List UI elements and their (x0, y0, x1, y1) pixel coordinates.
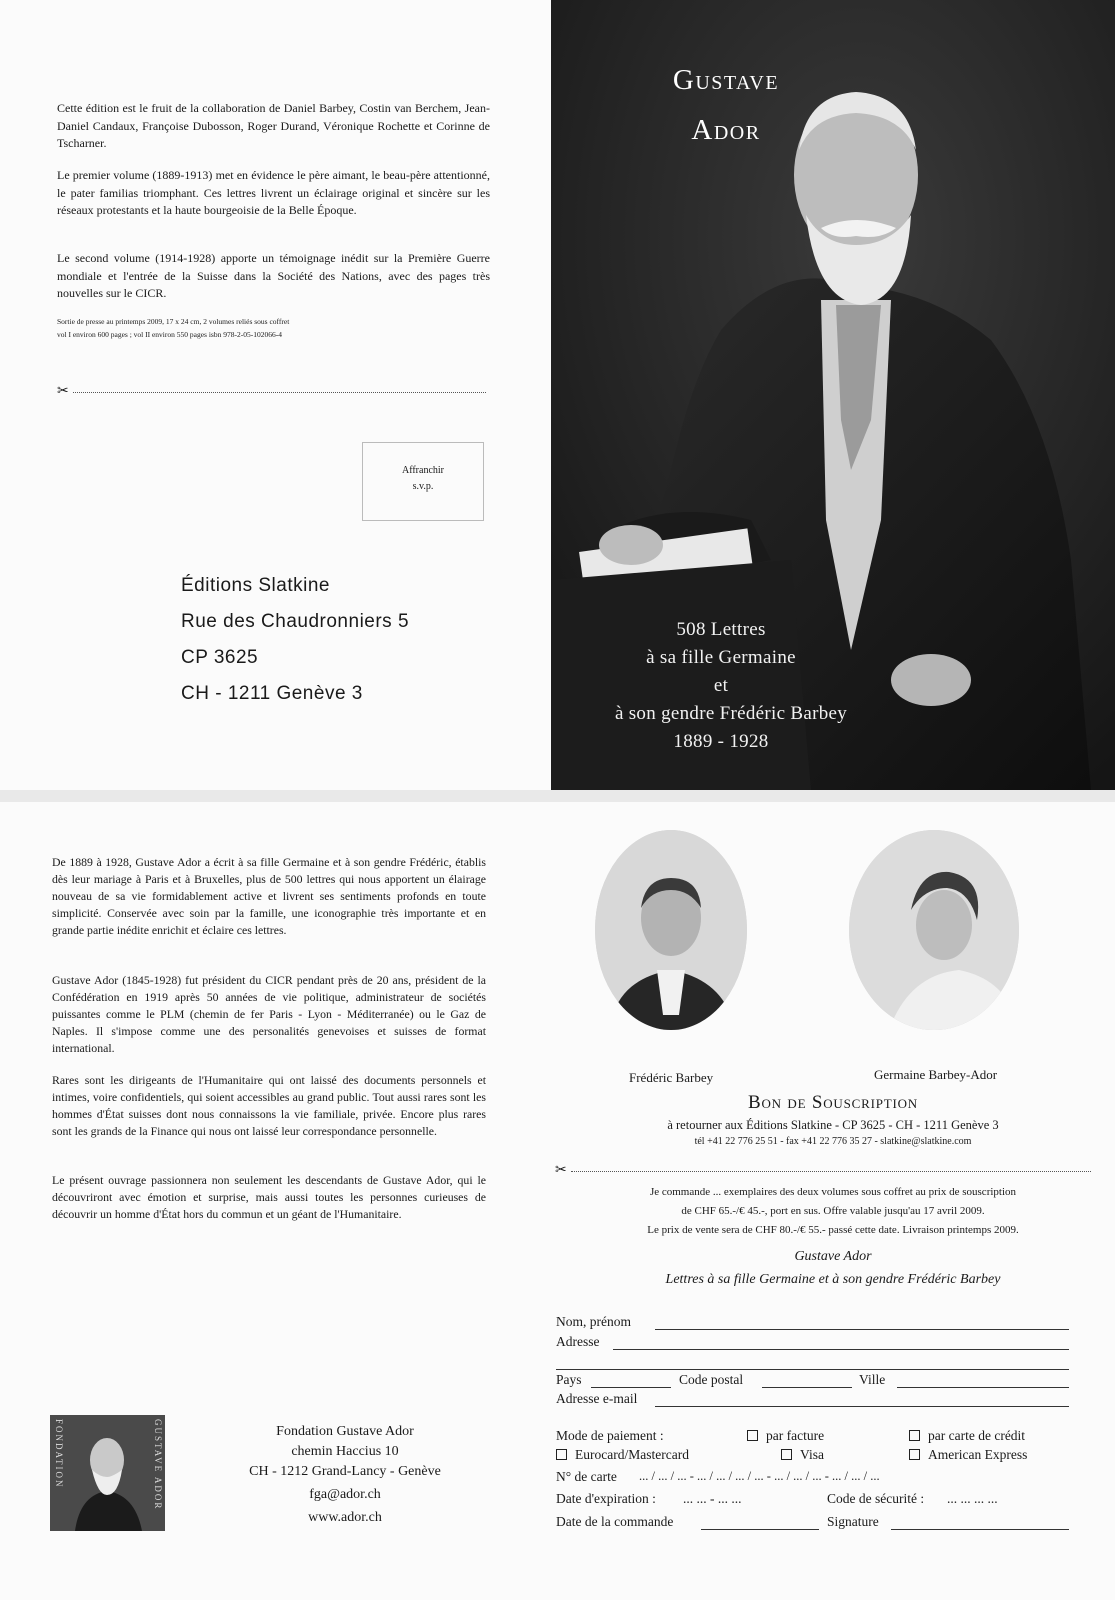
foundation-logo (50, 1415, 165, 1531)
back-cover-paragraph-2: Le premier volume (1889-1913) met en évidence le père aimant, le beau-père attentionné, le pater familias triomphant. Ces lettres livrent un éclairage original et sincère sur les réseaux protestants et la haute bourgeoisie de la Belle Époque. (57, 168, 490, 217)
back-cover-paragraph-3: Le second volume (1914-1928) apporte un témoignage inédit sur la Première Guerre mondiale et l'entrée de la Suisse dans la Société des Nations, avec des pages très nouvelles sur le CICR. (57, 251, 490, 300)
checkbox-icon[interactable] (909, 1430, 920, 1441)
field-pays[interactable] (591, 1387, 671, 1388)
foundation-website[interactable]: www.ador.ch (308, 1510, 382, 1525)
field-adresse[interactable] (613, 1349, 1069, 1350)
label-mode-paiement: Mode de paiement : (556, 1428, 664, 1443)
field-nom-prenom[interactable] (655, 1329, 1069, 1330)
publication-details-1: Sortie de presse au printemps 2009, 17 x 24 cm, 2 volumes reliés sous coffret (57, 317, 290, 326)
label-securite: Code de sécurité : (827, 1491, 925, 1506)
option-visa[interactable] (781, 1447, 824, 1463)
order-form-panel (551, 802, 1115, 1600)
caption-frederic: Frédéric Barbey (629, 1070, 714, 1085)
address-line-4: CH - 1211 Genève 3 (181, 683, 363, 704)
order-contact: tél +41 22 776 25 51 - fax +41 22 776 35 27 - slatkine@slatkine.com (694, 1136, 972, 1147)
checkbox-icon[interactable] (781, 1449, 792, 1460)
cover-subtitle-5: 1889 - 1928 (673, 731, 769, 752)
address-line-2: Rue des Chaudronniers 5 (181, 611, 410, 632)
order-text-2: de CHF 65.-/€ 45.-, port en sus. Offre valable jusqu'au 17 avril 2009. (681, 1205, 985, 1217)
label-code-postal: Code postal (679, 1372, 744, 1387)
order-return-address: à retourner aux Éditions Slatkine - CP 3625 - CH - 1211 Genève 3 (667, 1118, 999, 1132)
logo-text-left: FONDATION (54, 1419, 64, 1489)
frederic-barbey-portrait (595, 830, 747, 1030)
field-code-postal[interactable] (762, 1387, 852, 1388)
inner-left-panel (0, 802, 551, 1600)
cover-subtitle-2: à sa fille Germaine (646, 647, 796, 668)
checkbox-icon[interactable] (909, 1449, 920, 1460)
option-par-facture-label: par facture (766, 1428, 825, 1443)
option-visa-label: Visa (800, 1447, 824, 1462)
cover-subtitle-3: et (713, 675, 729, 696)
front-cover-panel (551, 0, 1115, 790)
stamp-label-1: Affranchir (401, 465, 445, 476)
field-adresse-2[interactable] (556, 1369, 1069, 1370)
field-email[interactable] (655, 1406, 1069, 1407)
field-ville[interactable] (897, 1387, 1069, 1388)
field-expiration[interactable]: ... ... - ... ... (683, 1491, 742, 1506)
foundation-portrait (50, 1415, 165, 1531)
option-par-facture[interactable] (747, 1428, 824, 1444)
field-securite[interactable]: ... ... ... ... (947, 1491, 998, 1506)
germaine-portrait-image (849, 830, 1019, 1030)
label-date-commande: Date de la commande (556, 1514, 674, 1529)
cut-line (73, 392, 486, 393)
label-ville: Ville (859, 1372, 886, 1387)
cover-subtitle-1: 508 Lettres (676, 619, 766, 640)
option-carte-credit[interactable] (909, 1428, 1025, 1444)
cut-line (571, 1171, 1091, 1172)
label-nom-prenom: Nom, prénom (556, 1314, 631, 1329)
order-text-3: Le prix de vente sera de CHF 80.-/€ 55.- passé cette date. Livraison printemps 2009. (647, 1224, 1019, 1236)
logo-text-right: GUSTAVE ADOR (153, 1419, 163, 1511)
checkbox-icon[interactable] (747, 1430, 758, 1441)
field-numero-carte[interactable]: ... / ... / ... - ... / ... / ... / ... - ... / ... / ... - ... / ... / ... (639, 1469, 880, 1483)
publication-details-2: vol I environ 600 pages ; vol II environ 550 pages isbn 978-2-05-102066-4 (57, 330, 282, 339)
order-text-1: Je commande ... exemplaires des deux volumes sous coffret au prix de souscription (649, 1186, 1017, 1198)
checkbox-icon[interactable] (556, 1449, 567, 1460)
cover-title-line-2: Ador (691, 114, 761, 146)
frederic-portrait-image (595, 830, 747, 1030)
stamp-box (362, 442, 484, 521)
address-line-3: CP 3625 (181, 647, 259, 668)
back-cover-panel (0, 0, 551, 790)
option-eurocard[interactable] (556, 1447, 689, 1463)
cover-title-line-1: Gustave (672, 64, 780, 96)
foundation-name: Fondation Gustave Ador (276, 1424, 414, 1439)
field-date-commande[interactable] (701, 1529, 819, 1530)
label-pays: Pays (556, 1372, 582, 1387)
label-adresse: Adresse (556, 1334, 600, 1349)
foundation-city: CH - 1212 Grand-Lancy - Genève (249, 1464, 441, 1479)
option-carte-credit-label: par carte de crédit (928, 1428, 1026, 1443)
book-author: Gustave Ador (794, 1249, 872, 1264)
address-line-1: Éditions Slatkine (181, 575, 330, 596)
caption-germaine: Germaine Barbey-Ador (874, 1067, 998, 1082)
inner-paragraph-1: De 1889 à 1928, Gustave Ador a écrit à sa fille Germaine et à son gendre Frédéric, établis dès leur mariage à Paris et à Bruxelles, plus de 500 lettres qui nous apportent un élairage nouveau de sa vie formidablement active et livrent ses sentiments profonds en toute simplicité. Conservée avec soin par la famille, une iconographie très importante et en grande partie inédite enrichit et éclaire ces lettres. (52, 855, 486, 937)
scissors-icon: ✂ (555, 1163, 567, 1178)
order-form-title: Bon de Souscription (748, 1092, 918, 1113)
option-amex-label: American Express (928, 1447, 1028, 1462)
inner-paragraph-2: Gustave Ador (1845-1928) fut président du CICR pendant près de 20 ans, président de la Confédération en 1919 après 50 années de vie politique, administrateur de sociétés puissantes comme le PLM (chemin de fer Paris - Lyon - Méditerranée) ou le Gaz de Naples. Il s'impose comme une des personalités genevoises et suisses de format international. (52, 973, 486, 1055)
option-eurocard-label: Eurocard/Mastercard (575, 1447, 689, 1462)
foundation-email[interactable]: fga@ador.ch (309, 1487, 381, 1502)
scissors-icon: ✂ (57, 384, 69, 399)
inner-paragraph-4: Le présent ouvrage passionnera non seulement les descendants de Gustave Ador, qui le découvriront avec émotion et surprise, mais aussi toutes les personnes curieuses de découvrir un homme d'État hors du commun et un géant de l'Humanitaire. (52, 1173, 486, 1221)
field-signature[interactable] (891, 1529, 1069, 1530)
cover-subtitle-4: à son gendre Frédéric Barbey (614, 703, 848, 724)
inner-paragraph-3: Rares sont les dirigeants de l'Humanitaire qui ont laissé des documents personnels et intimes, voire confidentiels, qui soient accessibles au grand public. Tout aussi rares sont les hommes d'État suisses dont nous connaissons la vie familiale, privée. Encore plus rares sont les grands de la Finance qui nous ont laissé leur correspondance personnelle. (52, 1073, 486, 1138)
back-cover-paragraph-1: Cette édition est le fruit de la collaboration de Daniel Barbey, Costin van Berchem, Jean-Daniel Candaux, Françoise Dubosson, Roger Durand, Véronique Rochette et Corinne de Tscharner. (57, 101, 490, 150)
label-numero-carte: N° de carte (556, 1469, 617, 1484)
book-title: Lettres à sa fille Germaine et à son gendre Frédéric Barbey (665, 1272, 1001, 1287)
germaine-barbey-ador-portrait (849, 830, 1019, 1030)
label-signature: Signature (827, 1514, 879, 1529)
option-amex[interactable] (909, 1447, 1027, 1463)
label-email: Adresse e-mail (556, 1391, 638, 1406)
label-expiration: Date d'expiration : (556, 1491, 656, 1506)
stamp-label-2: s.v.p. (412, 481, 434, 492)
foundation-street: chemin Haccius 10 (291, 1444, 399, 1459)
